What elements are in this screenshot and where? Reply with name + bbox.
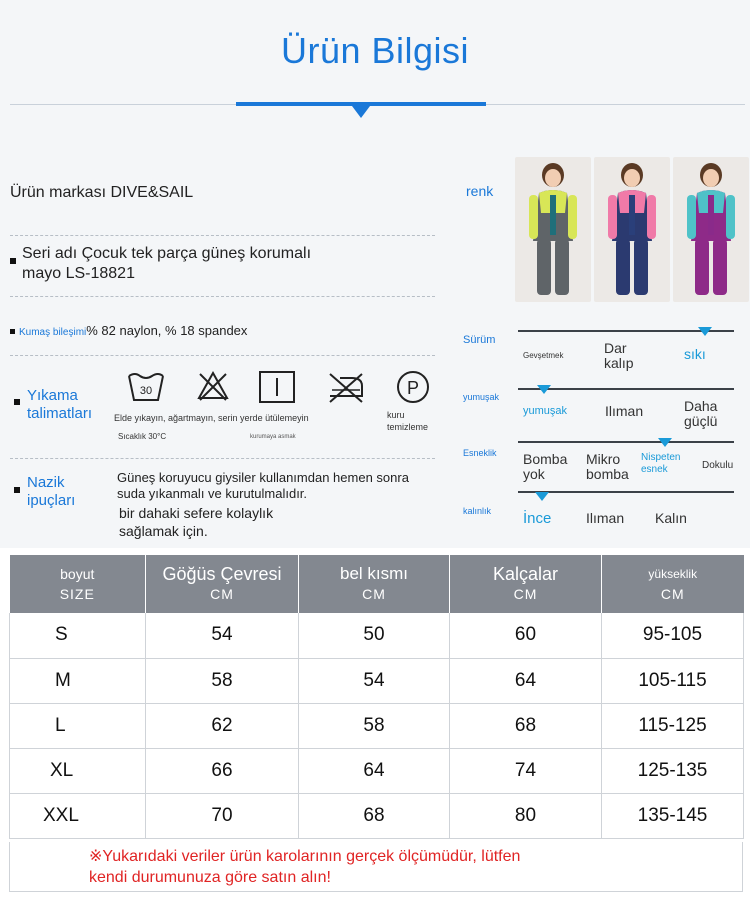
divider <box>10 355 435 356</box>
tips-text-2 <box>119 504 439 540</box>
measure-cell: 64 <box>450 658 602 703</box>
elasticity-option-selected: Nispeten esnek <box>641 452 681 475</box>
header-unit: CM <box>660 586 685 602</box>
size-cell: XXL <box>10 793 146 838</box>
color-swatch-image <box>594 157 670 302</box>
bullet-icon <box>14 399 20 405</box>
thickness-scale-line <box>518 491 734 493</box>
measure-cell: 54 <box>299 658 450 703</box>
measure-cell: 115-125 <box>602 703 744 748</box>
tips-text <box>117 470 437 502</box>
footer-line-2: kendi durumunuza göre satın alın! <box>89 869 331 886</box>
measure-cell: 58 <box>299 703 450 748</box>
thickness-option: Ilıman <box>586 510 625 526</box>
fit-option: Gevşetmek <box>523 351 564 360</box>
thickness-option-selected: İnce <box>523 510 552 527</box>
measure-cell: 66 <box>146 748 299 793</box>
measure-cell: 125-135 <box>602 748 744 793</box>
wash-description: Elde yıkayın, ağartmayın, serin yerde ütülemeyin <box>114 413 309 423</box>
measure-cell: 50 <box>299 613 450 658</box>
size-cell: XL <box>10 748 146 793</box>
measure-cell: 64 <box>299 748 450 793</box>
thickness-option: Kalın <box>655 510 687 526</box>
softness-option-selected: yumuşak <box>523 405 568 417</box>
header-cell-waist <box>299 555 450 613</box>
divider <box>10 235 435 236</box>
dry-clean-line-2: temizleme <box>387 422 429 432</box>
softness-option: Daha güçlü <box>684 398 718 429</box>
header-text: bel kısmı <box>339 564 409 583</box>
footer-line-1: ※Yukarıdaki veriler ürün karolarının gerçek ölçümüdür, lütfen <box>89 848 521 865</box>
measure-cell: 105-115 <box>602 658 744 703</box>
header-cell-height <box>602 555 744 613</box>
header-unit: CM <box>362 586 386 602</box>
series-line-2: mayo LS-18821 <box>22 265 135 282</box>
fabric-value: % 82 naylon, % 18 spandex <box>86 323 248 338</box>
dry-clean-line-1: kuru <box>387 410 405 420</box>
wash-30-icon <box>127 370 165 404</box>
drying-note: kurumaya asmak <box>250 434 296 440</box>
series-row <box>10 244 435 284</box>
iron-icon <box>326 370 366 404</box>
tips-line-2: suda yıkanmalı ve kurutulmalıdır. <box>117 486 308 501</box>
size-cell: L <box>10 703 146 748</box>
elasticity-option: Bomba yok <box>523 451 568 482</box>
fabric-row <box>10 323 435 338</box>
color-label: renk <box>466 183 494 199</box>
measure-cell: 58 <box>146 658 299 703</box>
softness-marker-icon <box>537 385 551 394</box>
table-row <box>10 613 744 658</box>
size-cell: M <box>10 658 146 703</box>
page-title: Ürün Bilgisi <box>280 30 470 71</box>
brand-text: Ürün markası DIVE&SAIL <box>10 184 194 201</box>
size-cell: S <box>10 613 146 658</box>
color-swatch-image <box>673 157 749 302</box>
tips-label-line-1: Nazik <box>27 474 65 491</box>
measure-cell: 80 <box>450 793 602 838</box>
header-text: yükseklik <box>648 567 698 581</box>
no-bleach-icon <box>196 370 230 402</box>
measure-cell: 68 <box>450 703 602 748</box>
brand-row <box>10 184 435 202</box>
tips-line-1: Güneş koruyucu giysiler kullanımdan hemen sonra <box>117 470 409 485</box>
fit-label: Sürüm <box>463 334 496 346</box>
header-text: Göğüs Çevresi <box>162 564 282 584</box>
color-swatch-image <box>515 157 591 302</box>
elasticity-marker-icon <box>658 438 672 447</box>
fit-option: Dar kalıp <box>604 340 634 371</box>
tips-line-4: sağlamak için. <box>119 523 208 539</box>
measure-cell: 70 <box>146 793 299 838</box>
header-unit: SIZE <box>59 586 95 602</box>
measure-cell: 74 <box>450 748 602 793</box>
elasticity-scale-line <box>518 441 734 443</box>
wash-label <box>14 387 92 423</box>
elasticity-option: Mikro bomba <box>586 451 629 482</box>
fit-marker-icon <box>698 327 712 336</box>
header-unit: CM <box>513 586 538 602</box>
header-text: boyut <box>60 566 95 582</box>
measure-cell: 62 <box>146 703 299 748</box>
fit-option-selected: sıkı <box>684 346 706 362</box>
wash-label-line-2: talimatları <box>27 405 93 422</box>
measure-cell: 54 <box>146 613 299 658</box>
thickness-label: kalınlık <box>463 506 492 516</box>
header-cell-hips <box>450 555 602 613</box>
series-line-1: Seri adı Çocuk tek parça güneş korumalı <box>22 245 312 262</box>
dry-clean-icon <box>396 370 430 404</box>
svg-text:P: P <box>406 378 420 398</box>
header-cell-size <box>10 555 146 613</box>
line-dry-icon <box>258 370 296 404</box>
title-caret-icon <box>352 106 370 118</box>
elasticity-label: Esneklik <box>463 448 497 458</box>
measure-cell: 135-145 <box>602 793 744 838</box>
bullet-icon <box>10 258 16 264</box>
table-row <box>10 703 744 748</box>
tips-label <box>14 474 75 510</box>
elasticity-option: Dokulu <box>702 460 734 471</box>
tips-label-line-2: ipuçları <box>27 492 76 509</box>
header-cell-chest <box>146 555 299 613</box>
dry-clean-label <box>387 409 428 433</box>
softness-option: Ilıman <box>605 403 644 419</box>
wash-label-line-1: Yıkama <box>27 387 78 404</box>
softness-label: yumuşak <box>463 392 500 402</box>
footer-note <box>89 846 649 888</box>
measure-cell: 68 <box>299 793 450 838</box>
divider <box>10 296 435 297</box>
thickness-marker-icon <box>535 492 549 501</box>
measure-cell: 95-105 <box>602 613 744 658</box>
divider <box>10 458 435 459</box>
measure-cell: 60 <box>450 613 602 658</box>
header-unit: CM <box>210 586 234 602</box>
bullet-icon <box>10 329 15 334</box>
size-table <box>9 555 744 839</box>
tips-line-3: bir dahaki sefere kolaylık <box>119 505 274 521</box>
fabric-label: Kumaş bileşimi <box>19 327 87 338</box>
table-row <box>10 748 744 793</box>
table-row <box>10 793 744 838</box>
header-text: Kalçalar <box>492 564 559 584</box>
bullet-icon <box>14 487 20 493</box>
table-row <box>10 658 744 703</box>
size-table-header <box>10 555 744 613</box>
wash-temperature: Sıcaklık 30°C <box>118 432 167 441</box>
svg-text:30: 30 <box>139 385 153 397</box>
